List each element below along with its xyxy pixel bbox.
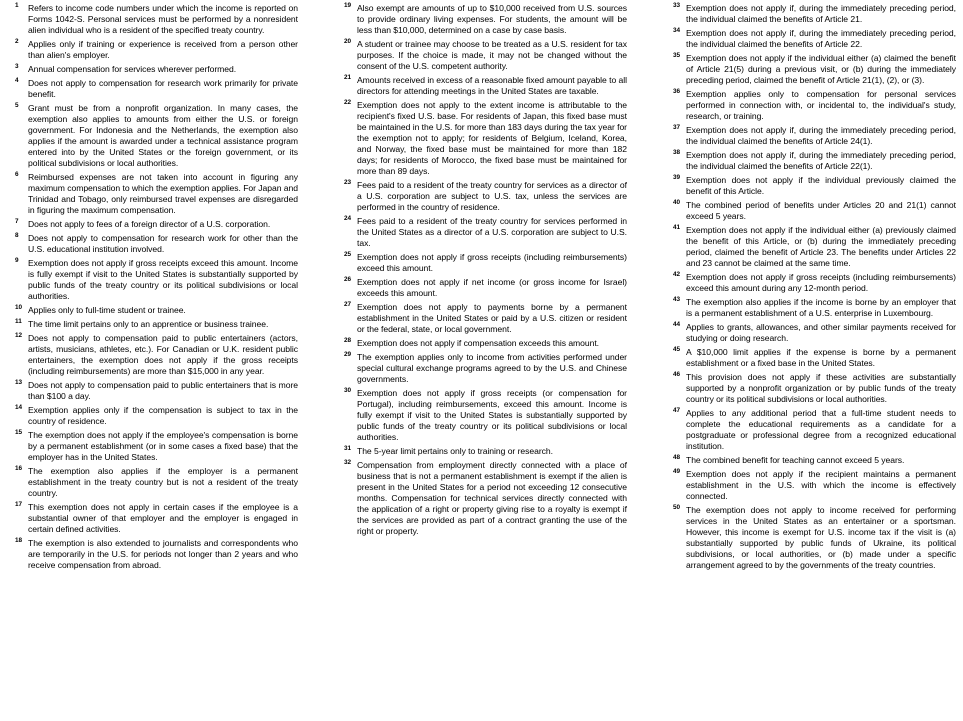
footnote-number: 37 [673, 124, 681, 131]
footnote [672, 125, 956, 147]
footnote-text: The exemption also applies if the income is borne by an employer that is a permanent establishment of a U.S. enterprise in Luxembourg. [686, 297, 956, 318]
footnote-number: 26 [344, 276, 352, 283]
footnote-number: 42 [673, 271, 681, 278]
footnote-text: The exemption applies only to income from activities performed under special cultural exchange programs agreed to by the U.S. and Chinese governments. [357, 352, 627, 384]
footnote [672, 322, 956, 344]
footnote [14, 538, 298, 571]
footnote [672, 455, 956, 466]
footnote-text: Exemption does not apply if gross receipts (or compensation for Portugal), including reimbursements, exceed this amount. Income is fully exempt if visit to the United States is substantially supported by public funds of the treaty country or its political subdivisions or local authorities. [357, 388, 627, 442]
footnote-number: 21 [344, 74, 352, 81]
footnotes-column-2 [343, 3, 627, 721]
footnote [14, 405, 298, 427]
footnote [672, 150, 956, 172]
footnote-number: 15 [15, 429, 23, 436]
footnote-text: The combined benefit for teaching cannot exceed 5 years. [686, 455, 905, 465]
footnote-text: Exemption does not apply if net income (or gross income for Israel) exceeds this amount. [357, 277, 627, 298]
footnote-text: Exemption does not apply if, during the immediately preceding period, the individual claimed the benefits of Article 21. [686, 3, 956, 24]
footnote [672, 272, 956, 294]
footnote-number: 10 [15, 304, 23, 311]
footnote-text: The exemption does not apply to income received for performing services in the United States as an entertainer or a sportsman. However, this income is exempt for U.S. income tax if the visit is (a) substantially supported by public funds of Ukraine, its political subdivisions, or local authorities, or (b) made under a specific arrangement agreed to by the governments of the treaty countries. [686, 505, 956, 570]
footnote-number: 4 [15, 77, 19, 84]
footnote [672, 89, 956, 122]
footnote-text: Exemption does not apply if the recipient maintains a permanent establishment in the U.S. with which the income is effectively connected. [686, 469, 956, 501]
footnote-text: Does not apply to compensation paid to public entertainers (actors, artists, musicians, athletes, etc.). For Canadian or U.K. resident public entertainers, the exemption does not apply if the gross receipts (including reimbursements) are more than $15,000 in any year. [28, 333, 298, 376]
footnote-number: 14 [15, 404, 23, 411]
footnote-number: 48 [673, 454, 681, 461]
footnote [14, 466, 298, 499]
footnote [14, 430, 298, 463]
footnote [14, 103, 298, 169]
footnote [672, 347, 956, 369]
footnote [14, 233, 298, 255]
footnote-number: 47 [673, 407, 681, 414]
footnote [672, 408, 956, 452]
footnote-number: 38 [673, 149, 681, 156]
footnote [14, 380, 298, 402]
footnote [672, 372, 956, 405]
footnote-text: The 5-year limit pertains only to training or research. [357, 446, 553, 456]
footnote-number: 25 [344, 251, 352, 258]
footnote-text: Applies only to full-time student or trainee. [28, 305, 186, 315]
footnote-number: 1 [15, 2, 19, 9]
footnote [343, 446, 627, 457]
footnote-text: Exemption does not apply if gross receipts (including reimbursements) exceed this amount during any 12-month period. [686, 272, 956, 293]
footnote-text: Reimbursed expenses are not taken into account in figuring any maximum compensation to which the exemption applies. For Japan and Trinidad and Tobago, only reimbursed travel expenses are disregarded in figuring the maximum compensation. [28, 172, 298, 215]
footnote-number: 30 [344, 387, 352, 394]
footnote-number: 49 [673, 468, 681, 475]
footnote-text: Does not apply to compensation for research work for other than the U.S. educational institution involved. [28, 233, 298, 254]
footnote-text: Does not apply to compensation for research work primarily for private benefit. [28, 78, 298, 99]
footnote-text: A student or trainee may choose to be treated as a U.S. resident for tax purposes. If the choice is made, it may not be changed without the consent of the U.S. competent authority. [357, 39, 627, 71]
footnote [343, 338, 627, 349]
footnote-number: 33 [673, 2, 681, 9]
footnote-text: Exemption does not apply if compensation exceeds this amount. [357, 338, 600, 348]
footnote-text: Applies only if training or experience is received from a person other than alien's employer. [28, 39, 298, 60]
footnote-number: 34 [673, 27, 681, 34]
footnote-text: Exemption does not apply to payments borne by a permanent establishment in the United States or paid by a U.S. citizen or resident or the federal, state, or local government. [357, 302, 627, 334]
footnote-text: Applies to any additional period that a full-time student needs to complete the educational requirements as a candidate for a postgraduate or professional degree from a recognized educational institution. [686, 408, 956, 451]
footnote [343, 216, 627, 249]
footnote-number: 43 [673, 296, 681, 303]
footnote-number: 7 [15, 218, 19, 225]
footnote-number: 46 [673, 371, 681, 378]
footnote-text: A $10,000 limit applies if the expense is borne by a permanent establishment or a fixed base in the United States. [686, 347, 956, 368]
footnote-number: 17 [15, 501, 23, 508]
footnote [343, 3, 627, 36]
footnote [14, 333, 298, 377]
footnote-text: Exemption does not apply if, during the immediately preceding period, the individual claimed the benefits of Article 24(1). [686, 125, 956, 146]
footnote [343, 39, 627, 72]
footnote-number: 35 [673, 52, 681, 59]
footnote-number: 40 [673, 199, 681, 206]
footnote-number: 3 [15, 63, 19, 70]
footnote [14, 39, 298, 61]
footnote [14, 502, 298, 535]
footnote-number: 6 [15, 171, 19, 178]
footnote [14, 305, 298, 316]
footnote [14, 3, 298, 36]
footnote [343, 302, 627, 335]
footnote-text: Exemption does not apply if, during the immediately preceding period, the individual claimed the benefits of Article 22. [686, 28, 956, 49]
footnote-number: 27 [344, 301, 352, 308]
footnote-number: 19 [344, 2, 352, 9]
footnote-number: 13 [15, 379, 23, 386]
footnote-text: Exemption does not apply if the individual either (a) claimed the benefit of Article 21(5) during a previous visit, or (b) during the immediately preceding period, claimed the benefit of Article 21(1), (2), or (3). [686, 53, 956, 85]
footnote-text: The exemption also applies if the employer is a permanent establishment in the treaty country but is not a resident of the treaty country. [28, 466, 298, 498]
footnote-number: 12 [15, 332, 23, 339]
footnote-number: 18 [15, 537, 23, 544]
footnote [14, 172, 298, 216]
footnote-text: Exemption does not apply if gross receipts (including reimbursements) exceed this amount. [357, 252, 627, 273]
footnote [672, 469, 956, 502]
footnote [14, 64, 298, 75]
footnote-text: Fees paid to a resident of the treaty country for services performed in the United States as a director of a U.S. corporation are subject to U.S. tax. [357, 216, 627, 248]
footnote [343, 352, 627, 385]
footnote-number: 9 [15, 257, 19, 264]
footnote [672, 175, 956, 197]
footnote-text: Amounts received in excess of a reasonable fixed amount payable to all directors for attending meetings in the United States are taxable. [357, 75, 627, 96]
footnote-number: 41 [673, 224, 681, 231]
footnote-text: The combined period of benefits under Articles 20 and 21(1) cannot exceed 5 years. [686, 200, 956, 221]
footnote-text: Grant must be from a nonprofit organization. In many cases, the exemption also applies to amounts from either the U.S. or foreign government. For Indonesia and the Netherlands, the exemption also applies if the amount is awarded under a technical assistance program entered into by the United States or the foreign government, or its political subdivisions or local authorities. [28, 103, 298, 168]
footnote-text: The exemption is also extended to journalists and correspondents who are temporarily in the U.S. for periods not longer than 2 years and who receive compensation from abroad. [28, 538, 298, 570]
footnote-number: 31 [344, 445, 352, 452]
footnote [672, 200, 956, 222]
footnote [672, 53, 956, 86]
footnote-number: 45 [673, 346, 681, 353]
footnote-text: Fees paid to a resident of the treaty country for services as a director of a U.S. corporation are subject to U.S. tax, unless the services are performed in the country of residence. [357, 180, 627, 212]
footnote-text: Exemption does not apply if the individual previously claimed the benefit of this Article. [686, 175, 956, 196]
footnote [14, 258, 298, 302]
footnotes-column-3 [672, 3, 956, 721]
footnote-number: 29 [344, 351, 352, 358]
footnote-number: 2 [15, 38, 19, 45]
footnote [343, 277, 627, 299]
footnote-number: 23 [344, 179, 352, 186]
footnote [343, 460, 627, 537]
footnote-text: This exemption does not apply in certain cases if the employee is a substantial owner of that employer and the employer is engaged in certain defined activities. [28, 502, 298, 534]
footnote-text: Exemption does not apply to the extent income is attributable to the recipient's fixed U.S. base. For residents of Japan, this fixed base must be maintained in the U.S. for more than 183 days during the tax year for the exemption not to apply; for residents of Belgium, Iceland, Korea, and Norway, the fixed base must be maintained for more than 182 days; for residents of Morocco, the fixed base must be maintained for more than 89 days. [357, 100, 627, 176]
footnote-number: 36 [673, 88, 681, 95]
footnote-number: 32 [344, 459, 352, 466]
footnote-number: 22 [344, 99, 352, 106]
footnote-text: Refers to income code numbers under which the income is reported on Forms 1042-S. Personal services must be performed by a nonresident alien individual who is a resident of the specified treaty country. [28, 3, 298, 35]
footnote [343, 388, 627, 443]
footnote-text: The time limit pertains only to an apprentice or business trainee. [28, 319, 269, 329]
footnote-text: Also exempt are amounts of up to $10,000 received from U.S. sources to provide ordinary living expenses. For students, the amount will be less than $10,000, determined on a case by case basis. [357, 3, 627, 35]
footnote [672, 297, 956, 319]
footnote [672, 3, 956, 25]
footnote-text: Does not apply to compensation paid to public entertainers that is more than $100 a day. [28, 380, 298, 401]
footnote-number: 39 [673, 174, 681, 181]
footnotes-column-1 [14, 3, 298, 721]
footnote-number: 24 [344, 215, 352, 222]
footnote-number: 5 [15, 102, 19, 109]
footnote [14, 78, 298, 100]
footnote-text: Applies to grants, allowances, and other similar payments received for studying or doing research. [686, 322, 956, 343]
footnote-number: 28 [344, 337, 352, 344]
footnote-text: Exemption applies only to compensation for personal services performed in connection with, or incidental to, the individual's study, research, or training. [686, 89, 956, 121]
footnote-text: Does not apply to fees of a foreign director of a U.S. corporation. [28, 219, 271, 229]
footnote [672, 225, 956, 269]
footnote-number: 44 [673, 321, 681, 328]
footnote [343, 75, 627, 97]
footnote [343, 180, 627, 213]
footnote-text: The exemption does not apply if the employee's compensation is borne by a permanent establishment (or in some cases a fixed base) that the employer has in the United States. [28, 430, 298, 462]
footnote-text: Exemption applies only if the compensation is subject to tax in the country of residence. [28, 405, 298, 426]
footnote-number: 16 [15, 465, 23, 472]
footnote-text: Exemption does not apply if gross receipts exceed this amount. Income is fully exempt if visit to the United States is substantially supported by public funds of the treaty country or its political subdivisions or local authorities. [28, 258, 298, 301]
footnote-text: This provision does not apply if these activities are substantially supported by a nonprofit organization or by public funds of the treaty country or its political subdivisions or local authorities. [686, 372, 956, 404]
footnote-number: 50 [673, 504, 681, 511]
footnote-text: Compensation from employment directly connected with a place of business that is not a permanent establishment is exempt if the alien is present in the United States for a period not exceeding 12 consecutive months. Compensation for technical services directly connected with the application of a right or property giving rise to a royalty is exempt if the services are provided as part of a contract granting the use of the right or property. [357, 460, 627, 536]
footnote-number: 8 [15, 232, 19, 239]
footnote-text: Annual compensation for services wherever performed. [28, 64, 237, 74]
footnote-number: 11 [15, 318, 22, 325]
footnote [672, 28, 956, 50]
footnote-text: Exemption does not apply if, during the immediately preceding period, the individual claimed the benefits of Article 22(1). [686, 150, 956, 171]
footnote [14, 319, 298, 330]
footnote [343, 100, 627, 177]
footnote [343, 252, 627, 274]
footnote-text: Exemption does not apply if the individual either (a) previously claimed the benefit of this Article, or (b) during the immediately preceding period, claimed the benefit of Article 23. The benefits under Articles 22 and 23 cannot be claimed at the same time. [686, 225, 956, 268]
footnote [14, 219, 298, 230]
footnote-number: 20 [344, 38, 352, 45]
footnote [672, 505, 956, 571]
